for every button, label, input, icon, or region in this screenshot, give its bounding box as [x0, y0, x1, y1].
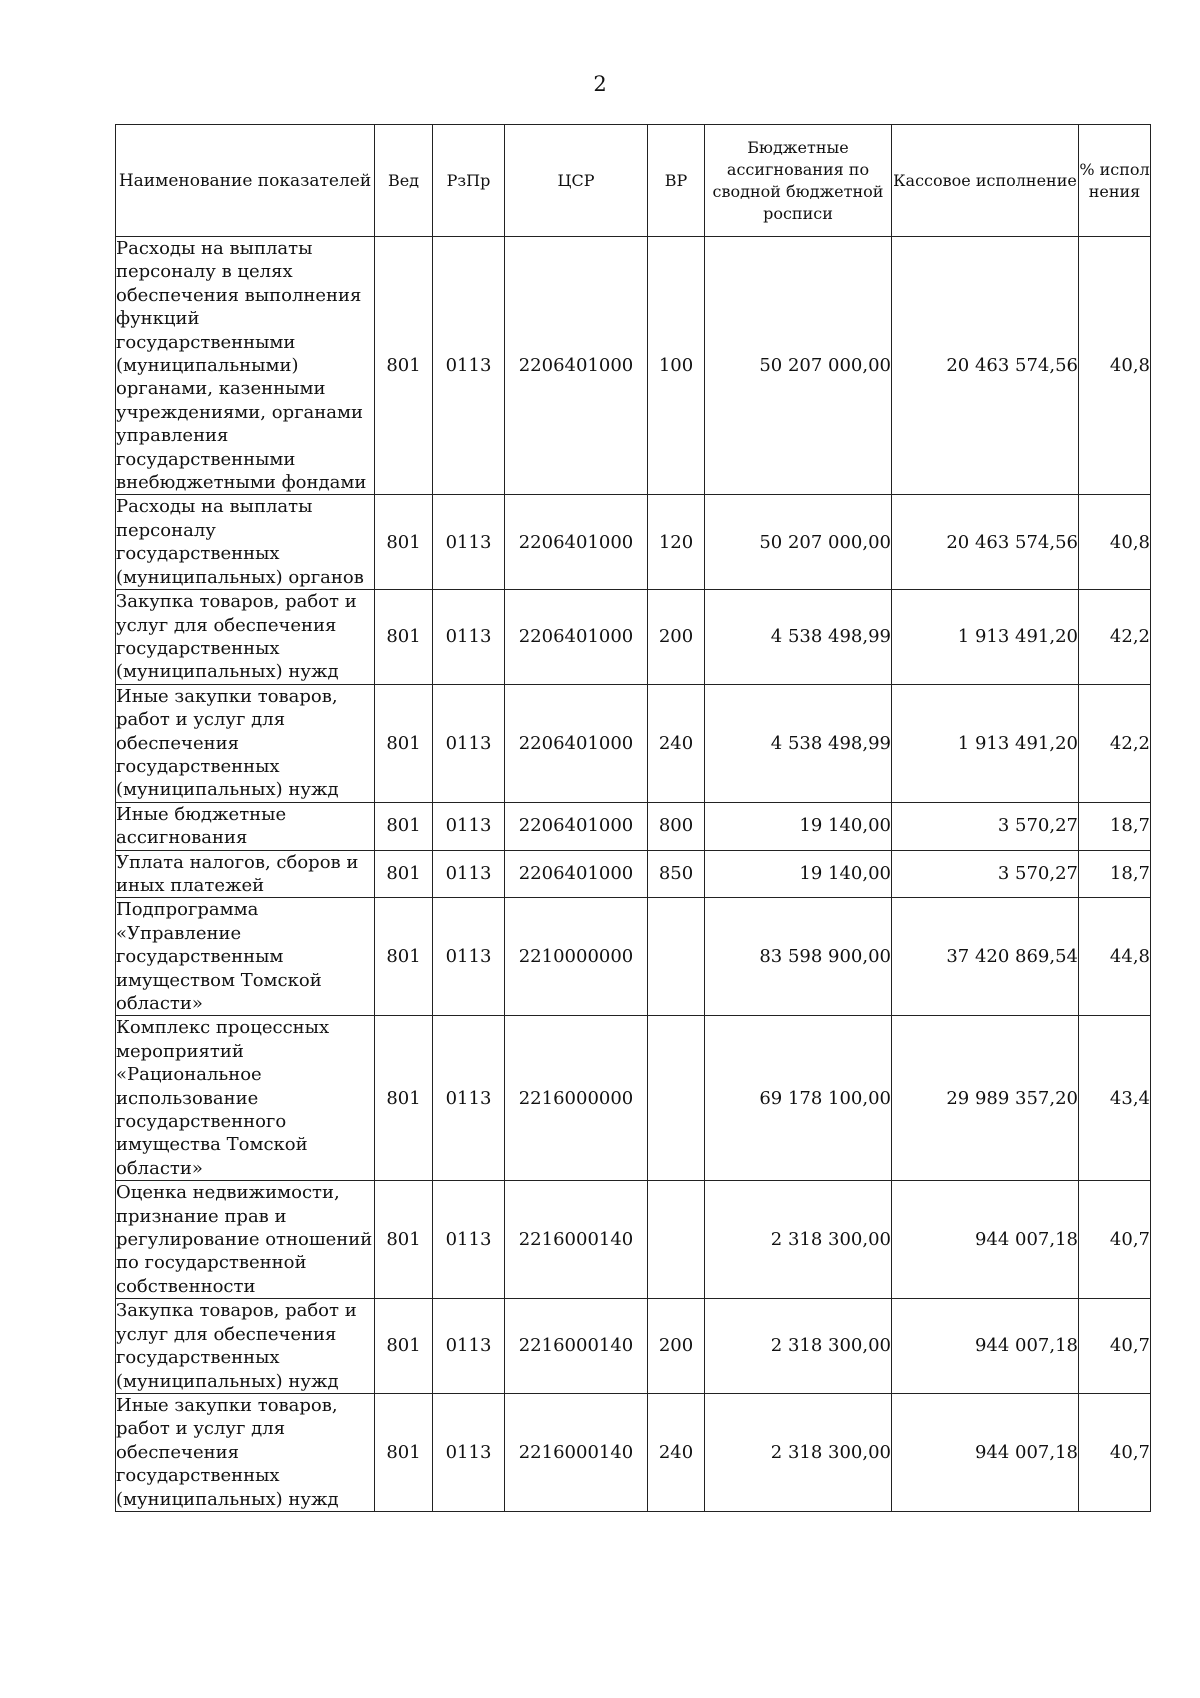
cell-assignments: 69 178 100,00 [705, 1016, 892, 1181]
cell-execution: 20 463 574,56 [892, 495, 1079, 590]
cell-percent: 40,7 [1079, 1299, 1151, 1394]
table-row [116, 684, 1151, 802]
cell-assignments: 2 318 300,00 [705, 1393, 892, 1511]
header-rzpr: РзПр [433, 125, 505, 237]
cell-vr [648, 898, 705, 1016]
table-row [116, 1299, 1151, 1394]
header-percent: % испол нения [1079, 125, 1151, 237]
cell-rzpr: 0113 [433, 1299, 505, 1394]
cell-assignments: 4 538 498,99 [705, 684, 892, 802]
cell-ved: 801 [375, 802, 433, 850]
cell-execution: 1 913 491,20 [892, 684, 1079, 802]
table-row [116, 802, 1151, 850]
cell-percent: 43,4 [1079, 1016, 1151, 1181]
cell-csr: 2206401000 [505, 802, 648, 850]
table-row [116, 898, 1151, 1016]
cell-rzpr: 0113 [433, 850, 505, 898]
cell-vr [648, 1181, 705, 1299]
cell-ved: 801 [375, 237, 433, 495]
cell-name: Иные бюджетные ассигнования [116, 802, 375, 850]
header-vr: ВР [648, 125, 705, 237]
cell-execution: 944 007,18 [892, 1299, 1079, 1394]
header-execution: Кассовое исполнение [892, 125, 1079, 237]
cell-name: Иные закупки товаров, работ и услуг для обеспечения государственных (муниципальных) нужд [116, 1393, 375, 1511]
cell-vr: 800 [648, 802, 705, 850]
cell-ved: 801 [375, 1181, 433, 1299]
cell-vr [648, 1016, 705, 1181]
cell-percent: 44,8 [1079, 898, 1151, 1016]
cell-ved: 801 [375, 590, 433, 685]
cell-assignments: 19 140,00 [705, 850, 892, 898]
cell-execution: 1 913 491,20 [892, 590, 1079, 685]
cell-execution: 37 420 869,54 [892, 898, 1079, 1016]
cell-ved: 801 [375, 495, 433, 590]
cell-name: Подпрограмма «Управление государственным имуществом Томской области» [116, 898, 375, 1016]
cell-name: Закупка товаров, работ и услуг для обеспечения государственных (муниципальных) нужд [116, 590, 375, 685]
cell-execution: 944 007,18 [892, 1393, 1079, 1511]
cell-percent: 42,2 [1079, 590, 1151, 685]
cell-execution: 29 989 357,20 [892, 1016, 1079, 1181]
cell-percent: 40,7 [1079, 1181, 1151, 1299]
cell-csr: 2210000000 [505, 898, 648, 1016]
cell-name: Закупка товаров, работ и услуг для обеспечения государственных (муниципальных) нужд [116, 1299, 375, 1394]
table-row [116, 1016, 1151, 1181]
cell-rzpr: 0113 [433, 684, 505, 802]
cell-percent: 42,2 [1079, 684, 1151, 802]
cell-assignments: 83 598 900,00 [705, 898, 892, 1016]
cell-execution: 944 007,18 [892, 1181, 1079, 1299]
cell-name: Иные закупки товаров, работ и услуг для обеспечения государственных (муниципальных) нужд [116, 684, 375, 802]
cell-ved: 801 [375, 1299, 433, 1394]
table-header-row [116, 125, 1151, 237]
cell-csr: 2216000140 [505, 1181, 648, 1299]
cell-rzpr: 0113 [433, 590, 505, 685]
cell-vr: 120 [648, 495, 705, 590]
table-row [116, 1393, 1151, 1511]
cell-ved: 801 [375, 898, 433, 1016]
cell-csr: 2216000140 [505, 1299, 648, 1394]
cell-execution: 3 570,27 [892, 802, 1079, 850]
header-ved: Вед [375, 125, 433, 237]
cell-name: Оценка недвижимости, признание прав и регулирование отношений по государственной собственности [116, 1181, 375, 1299]
table-row [116, 237, 1151, 495]
cell-percent: 40,8 [1079, 237, 1151, 495]
cell-csr: 2206401000 [505, 684, 648, 802]
cell-name: Комплекс процессных мероприятий «Рациональное использование государственного имущества Томской области» [116, 1016, 375, 1181]
cell-vr: 200 [648, 590, 705, 685]
cell-vr: 240 [648, 1393, 705, 1511]
cell-percent: 40,8 [1079, 495, 1151, 590]
cell-ved: 801 [375, 1016, 433, 1181]
budget-execution-table [115, 124, 1151, 1512]
cell-assignments: 4 538 498,99 [705, 590, 892, 685]
cell-assignments: 50 207 000,00 [705, 237, 892, 495]
table-row [116, 850, 1151, 898]
cell-rzpr: 0113 [433, 1393, 505, 1511]
cell-csr: 2206401000 [505, 590, 648, 685]
cell-execution: 20 463 574,56 [892, 237, 1079, 495]
cell-csr: 2206401000 [505, 237, 648, 495]
cell-assignments: 2 318 300,00 [705, 1181, 892, 1299]
cell-name: Расходы на выплаты персоналу в целях обеспечения выполнения функций государственными (муниципальными) органами, казенными учреждениями, органами управления государственными внебюджетными фондами [116, 237, 375, 495]
cell-name: Уплата налогов, сборов и иных платежей [116, 850, 375, 898]
cell-ved: 801 [375, 1393, 433, 1511]
cell-percent: 18,7 [1079, 802, 1151, 850]
cell-vr: 240 [648, 684, 705, 802]
cell-rzpr: 0113 [433, 898, 505, 1016]
cell-csr: 2216000000 [505, 1016, 648, 1181]
cell-rzpr: 0113 [433, 1181, 505, 1299]
cell-execution: 3 570,27 [892, 850, 1079, 898]
cell-vr: 200 [648, 1299, 705, 1394]
header-assignments: Бюджетные ассигнования по сводной бюджетной росписи [705, 125, 892, 237]
cell-name: Расходы на выплаты персоналу государственных (муниципальных) органов [116, 495, 375, 590]
cell-assignments: 50 207 000,00 [705, 495, 892, 590]
cell-csr: 2206401000 [505, 495, 648, 590]
cell-rzpr: 0113 [433, 1016, 505, 1181]
cell-percent: 40,7 [1079, 1393, 1151, 1511]
cell-percent: 18,7 [1079, 850, 1151, 898]
table-row [116, 1181, 1151, 1299]
cell-rzpr: 0113 [433, 802, 505, 850]
header-name: Наименование показателей [116, 125, 375, 237]
cell-rzpr: 0113 [433, 495, 505, 590]
header-csr: ЦСР [505, 125, 648, 237]
cell-ved: 801 [375, 850, 433, 898]
cell-ved: 801 [375, 684, 433, 802]
table-row [116, 590, 1151, 685]
table-body [116, 237, 1151, 1512]
cell-assignments: 2 318 300,00 [705, 1299, 892, 1394]
cell-vr: 850 [648, 850, 705, 898]
table-row [116, 495, 1151, 590]
page-number: 2 [593, 72, 607, 96]
cell-csr: 2206401000 [505, 850, 648, 898]
cell-rzpr: 0113 [433, 237, 505, 495]
cell-vr: 100 [648, 237, 705, 495]
cell-assignments: 19 140,00 [705, 802, 892, 850]
cell-csr: 2216000140 [505, 1393, 648, 1511]
